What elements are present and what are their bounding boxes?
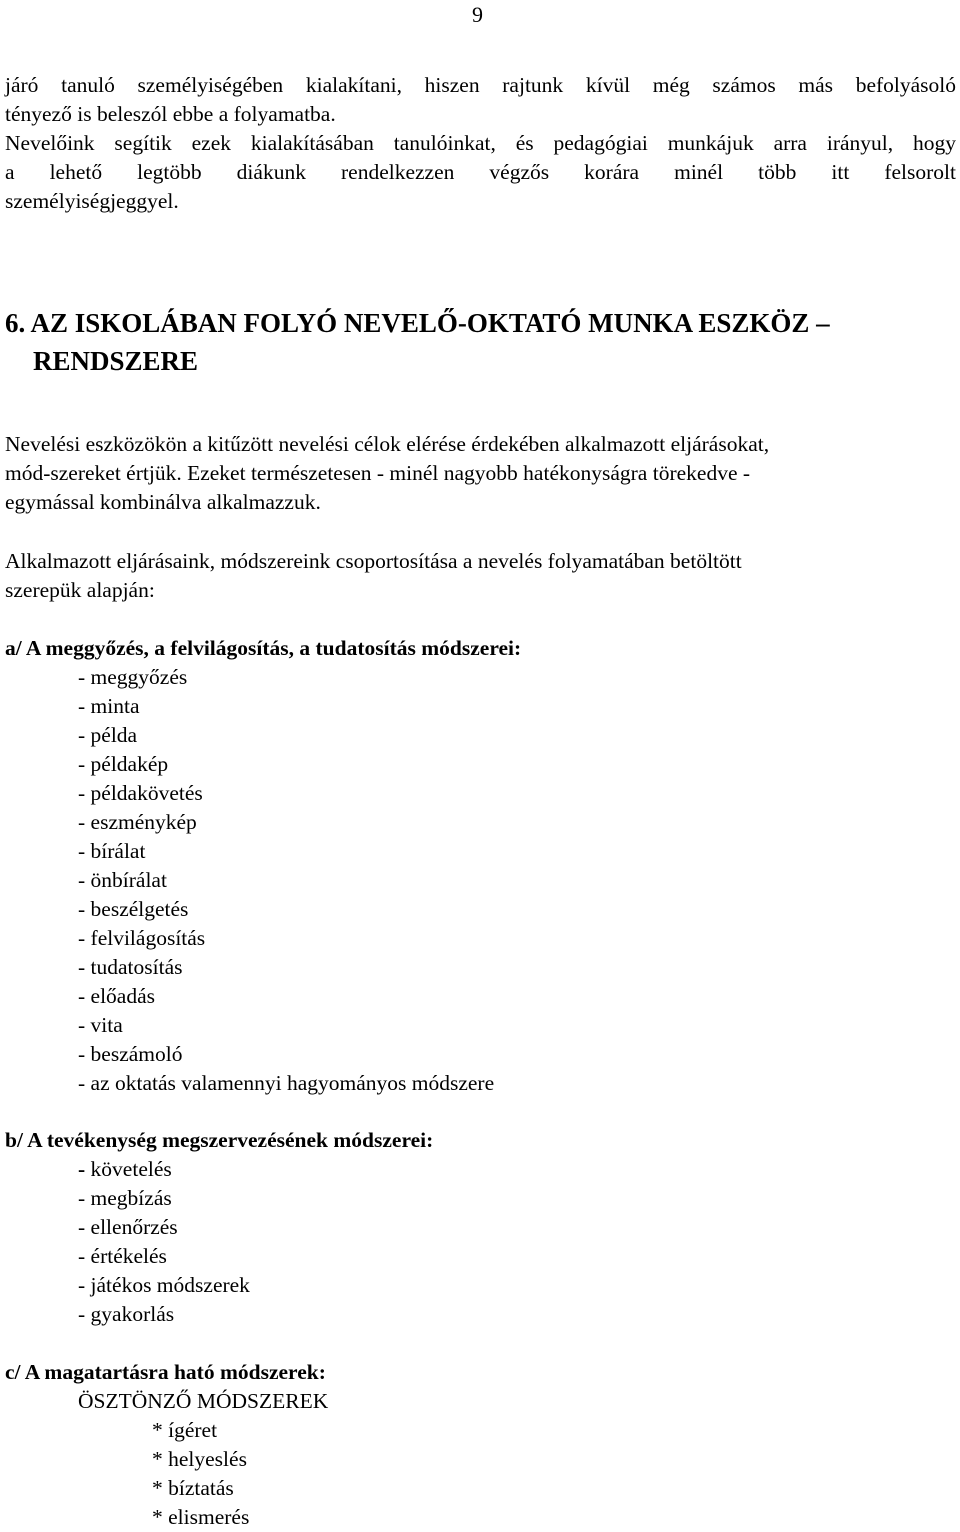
list-item: * ígéret [152, 1418, 218, 1442]
list-item: - példakép [78, 752, 169, 776]
list-item [5, 1155, 956, 1184]
text-line: egymással kombinálva alkalmazzuk. [5, 490, 321, 514]
method-group-a [5, 634, 956, 1098]
text-line: Alkalmazott eljárásaink, módszereink csoportosítása a nevelés folyamatában betöltött [5, 549, 742, 573]
list-item: - tudatosítás [78, 955, 183, 979]
list-item: - példakövetés [78, 781, 203, 805]
list-item: - az oktatás valamennyi hagyományos módszere [78, 1071, 495, 1095]
list-item: - értékelés [78, 1244, 167, 1268]
list-item: - gyakorlás [78, 1302, 175, 1326]
text-line: tényező is beleszól ebbe a folyamatba. [5, 102, 336, 126]
list-item: - ellenőrzés [78, 1215, 178, 1239]
list-item: - önbírálat [78, 868, 167, 892]
group-subheading: ÖSZTÖNZŐ MÓDSZEREK [78, 1389, 329, 1413]
list-item: - minta [78, 694, 140, 718]
group-title: a/ A meggyőzés, a felvilágosítás, a tudatosítás módszerei: [5, 636, 522, 660]
text-line: mód-szereket értjük. Ezeket természetesen - minél nagyobb hatékonyságra törekedve - [5, 461, 751, 485]
list-item: - példa [78, 723, 138, 747]
intro-paragraph [5, 71, 956, 216]
text-line: járó tanuló személyiségében kialakítani, hiszen rajtunk kívül még számos más befolyásoló [5, 73, 956, 97]
section-heading-line: 6. AZ ISKOLÁBAN FOLYÓ NEVELŐ-OKTATÓ MUNKA ESZKÖZ – [5, 308, 830, 338]
section-heading [5, 304, 956, 380]
list-dash: - [78, 1157, 86, 1181]
list-item: - felvilágosítás [78, 926, 206, 950]
list-item: - bírálat [78, 839, 146, 863]
method-group-c [5, 1358, 956, 1532]
list-item-text: követelés [85, 1157, 172, 1181]
list-item: * elismerés [152, 1505, 250, 1529]
text-line: személyiségjeggyel. [5, 189, 179, 213]
text-line: Nevelőink segítik ezek kialakításában tanulóinkat, és pedagógiai munkájuk arra irányul, hogy [5, 131, 956, 155]
list-item: * helyeslés [152, 1447, 247, 1471]
list-item: * bíztatás [152, 1476, 234, 1500]
text-line: szerepük alapján: [5, 578, 155, 602]
section-paragraph [5, 430, 956, 517]
page-number: 9 [472, 2, 483, 27]
section-paragraph [5, 547, 956, 605]
list-item: - beszámoló [78, 1042, 183, 1066]
list-item: - eszménykép [78, 810, 197, 834]
method-group-b [5, 1126, 956, 1329]
list-item: - vita [78, 1013, 123, 1037]
list-item: - előadás [78, 984, 156, 1008]
section-heading-line: RENDSZERE [33, 346, 199, 376]
text-line: Nevelési eszközökön a kitűzött nevelési célok elérése érdekében alkalmazott eljárásokat, [5, 432, 770, 456]
group-title: c/ A magatartásra ható módszerek: [5, 1360, 326, 1384]
list-item: - beszélgetés [78, 897, 189, 921]
list-item: - játékos módszerek [78, 1273, 250, 1297]
text-line: a lehető legtöbb diákunk rendelkezzen végzős korára minél több itt felsorolt [5, 160, 956, 184]
group-title: b/ A tevékenység megszervezésének módszerei: [5, 1128, 434, 1152]
list-item: - megbízás [78, 1186, 172, 1210]
list-item: - meggyőzés [78, 665, 188, 689]
